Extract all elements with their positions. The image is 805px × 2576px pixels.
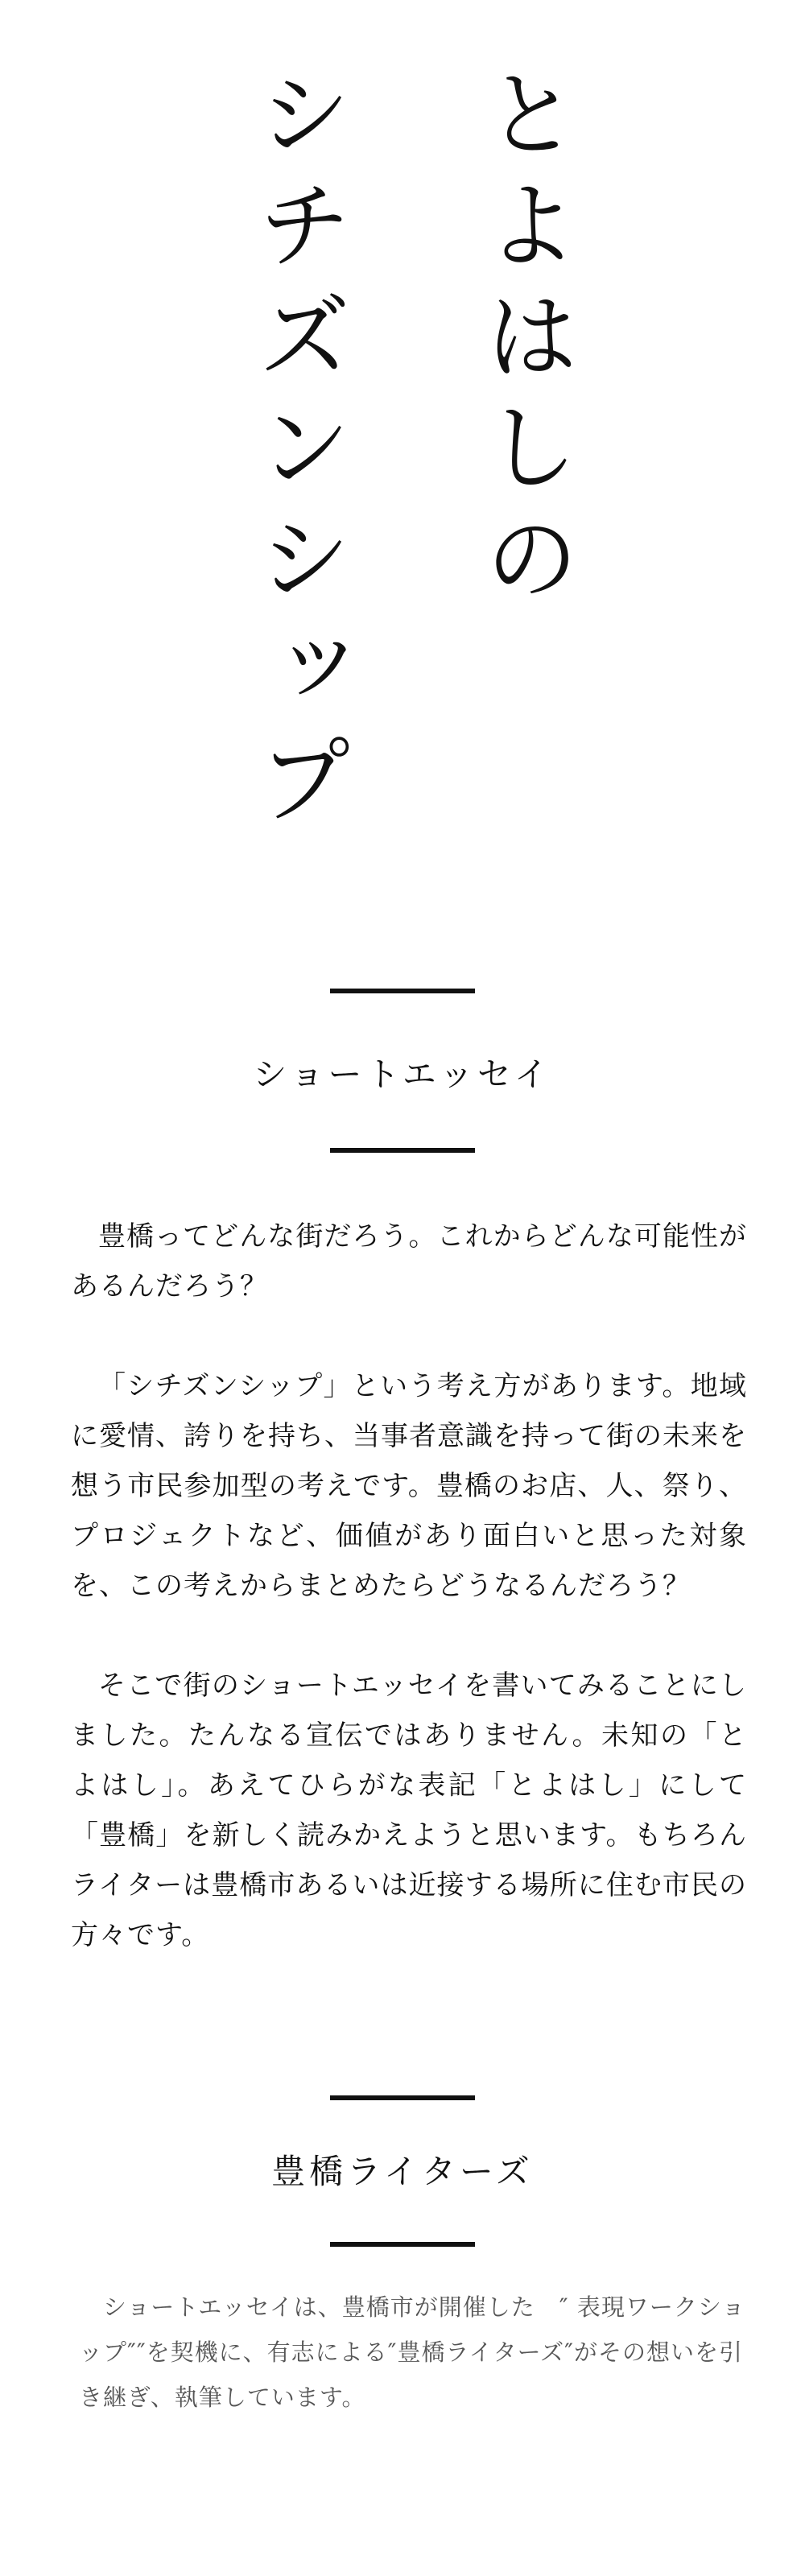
essay-section-heading: ショートエッセイ [253, 1055, 552, 1094]
essay-paragraph: 豊橋ってどんな街だろう。これからどんな可能性があるんだろう？ [71, 1220, 747, 1302]
top-divider [330, 989, 475, 993]
hero-title [242, 64, 580, 869]
essay-section-header [0, 989, 805, 1153]
writers-section-header [0, 2095, 805, 2247]
hero-title-line-2: シチズンシップ [242, 64, 353, 842]
essay-body [71, 1212, 747, 2010]
bottom-divider [330, 2242, 475, 2247]
essay-paragraph: 「シチズンシップ」という考え方があります。地域に愛情、誇りを持ち、当事者意識を持って街の未来を想う市民参加型の考えです。豊橋のお店、人、祭り、プロジェクトなど、価値があり面白いと思った対象を、この考えからまとめたらどうなるんだろう？ [71, 1370, 747, 1602]
writers-body [79, 2285, 747, 2420]
essay-paragraph: そこで街のショートエッセイを書いてみることにしました。たんなる宣伝ではありません。未知の「とよはし」。あえてひらがな表記「とよはし」にして「豊橋」を新しく読みかえようと思います。もちろんライターは豊橋市あるいは近接する場所に住む市民の方々です。 [71, 1670, 747, 1951]
writers-section-heading: 豊橋ライターズ [271, 2152, 534, 2191]
bottom-divider [330, 1148, 475, 1153]
hero-title-line-1: とよはしの [469, 64, 580, 620]
writers-paragraph: ショートエッセイは、豊橋市が開催した ″ 表現ワークショップ″″を契機に、有志による″豊橋ライターズ″がその想いを引き継ぎ、執筆しています。 [79, 2293, 746, 2411]
top-divider [330, 2095, 475, 2100]
